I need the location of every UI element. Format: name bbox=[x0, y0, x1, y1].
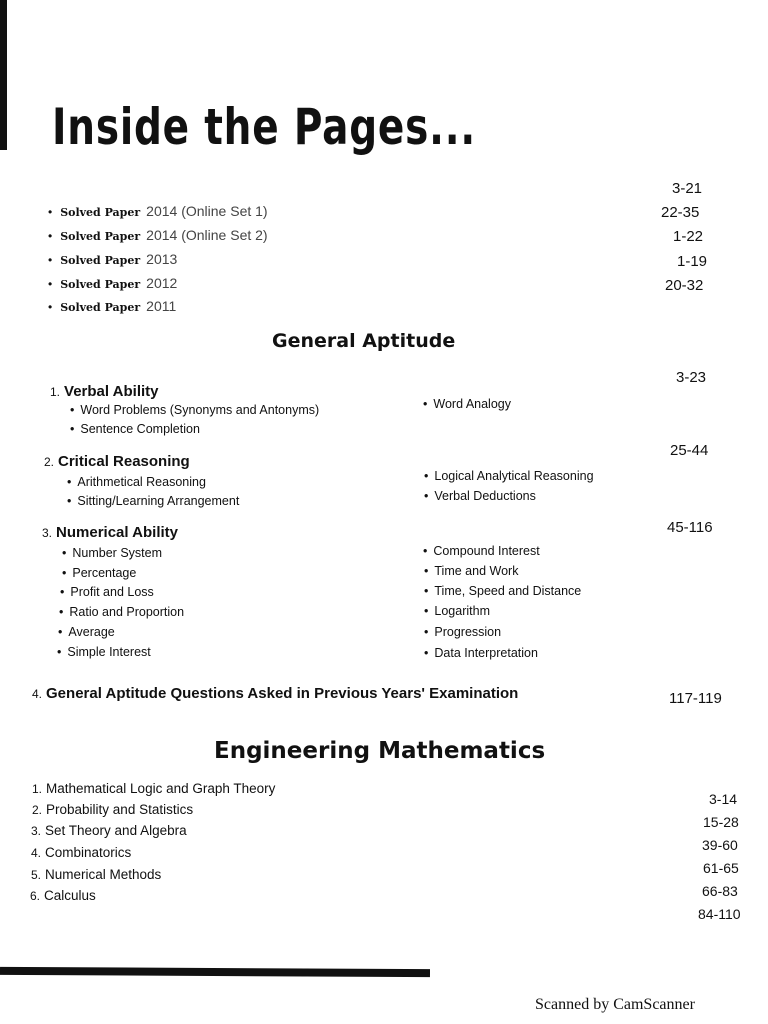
section-heading-engineering-mathematics: Engineering Mathematics bbox=[214, 738, 546, 764]
math-topic-pages: 84-110 bbox=[698, 906, 741, 922]
subtopic-item: • Profit and Loss bbox=[60, 585, 154, 599]
subtopic-item: • Word Analogy bbox=[423, 397, 511, 411]
solved-paper-pages: 22-35 bbox=[661, 204, 700, 221]
math-topic: 2. Probability and Statistics bbox=[32, 802, 194, 817]
math-topic-pages: 15-28 bbox=[703, 814, 739, 830]
topic-heading: 3. Numerical Ability bbox=[42, 524, 178, 541]
subtopic-item: • Compound Interest bbox=[423, 544, 540, 558]
topic-pages: 3-23 bbox=[676, 369, 707, 386]
scanner-watermark: Scanned by CamScanner bbox=[535, 996, 695, 1013]
topic-pages: 117-119 bbox=[669, 690, 722, 707]
section-heading-general-aptitude: General Aptitude bbox=[272, 330, 456, 352]
subtopic-item: • Sitting/Learning Arrangement bbox=[67, 494, 240, 508]
solved-paper-pages: 1-19 bbox=[677, 253, 708, 270]
math-topic: 6. Calculus bbox=[30, 888, 96, 903]
solved-paper-pages: 20-32 bbox=[665, 277, 704, 294]
math-topic: 3. Set Theory and Algebra bbox=[31, 823, 187, 838]
topic-heading: 4. General Aptitude Questions Asked in Previous Years' Examination bbox=[32, 685, 519, 702]
solved-paper-row: • Solved Paper 2011 bbox=[48, 298, 177, 314]
subtopic-item: • Time, Speed and Distance bbox=[424, 584, 582, 598]
subtopic-item: • Ratio and Proportion bbox=[59, 605, 185, 619]
subtopic-item: • Percentage bbox=[62, 566, 137, 580]
topic-pages: 25-44 bbox=[670, 442, 709, 459]
subtopic-item: • Average bbox=[58, 625, 115, 639]
subtopic-item: • Number System bbox=[62, 546, 162, 560]
topic-heading: 2. Critical Reasoning bbox=[44, 453, 190, 470]
solved-paper-row: • Solved Paper 2014 (Online Set 2) bbox=[48, 227, 268, 243]
math-topic: 1. Mathematical Logic and Graph Theory bbox=[32, 781, 276, 796]
subtopic-item: • Progression bbox=[424, 625, 502, 639]
subtopic-item: • Logical Analytical Reasoning bbox=[424, 469, 594, 483]
solved-paper-row: • Solved Paper 2012 bbox=[48, 275, 178, 291]
math-topic-pages: 39-60 bbox=[702, 837, 738, 853]
scan-bottom-edge bbox=[0, 967, 430, 977]
solved-paper-pages: 1-22 bbox=[673, 228, 704, 245]
math-topic-pages: 3-14 bbox=[709, 791, 738, 807]
subtopic-item: • Simple Interest bbox=[57, 645, 151, 659]
topic-pages: 45-116 bbox=[667, 519, 713, 536]
subtopic-item: • Logarithm bbox=[424, 604, 490, 618]
solved-top-range: 3-21 bbox=[672, 180, 703, 197]
scan-edge-shadow bbox=[0, 0, 7, 150]
subtopic-item: • Verbal Deductions bbox=[424, 489, 536, 503]
subtopic-item: • Time and Work bbox=[424, 564, 519, 578]
subtopic-item: • Data Interpretation bbox=[424, 646, 538, 660]
subtopic-item: • Arithmetical Reasoning bbox=[67, 475, 206, 489]
solved-paper-row: • Solved Paper 2014 (Online Set 1) bbox=[48, 203, 268, 219]
topic-heading: 1. Verbal Ability bbox=[50, 383, 159, 400]
solved-paper-row: • Solved Paper 2013 bbox=[48, 251, 178, 267]
subtopic-item: • Word Problems (Synonyms and Antonyms) bbox=[70, 403, 320, 417]
math-topic-pages: 66-83 bbox=[702, 883, 738, 899]
subtopic-item: • Sentence Completion bbox=[70, 422, 200, 436]
page-title: Inside the Pages... bbox=[52, 98, 476, 156]
math-topic-pages: 61-65 bbox=[703, 860, 739, 876]
math-topic: 5. Numerical Methods bbox=[31, 867, 162, 882]
math-topic: 4. Combinatorics bbox=[31, 845, 132, 860]
